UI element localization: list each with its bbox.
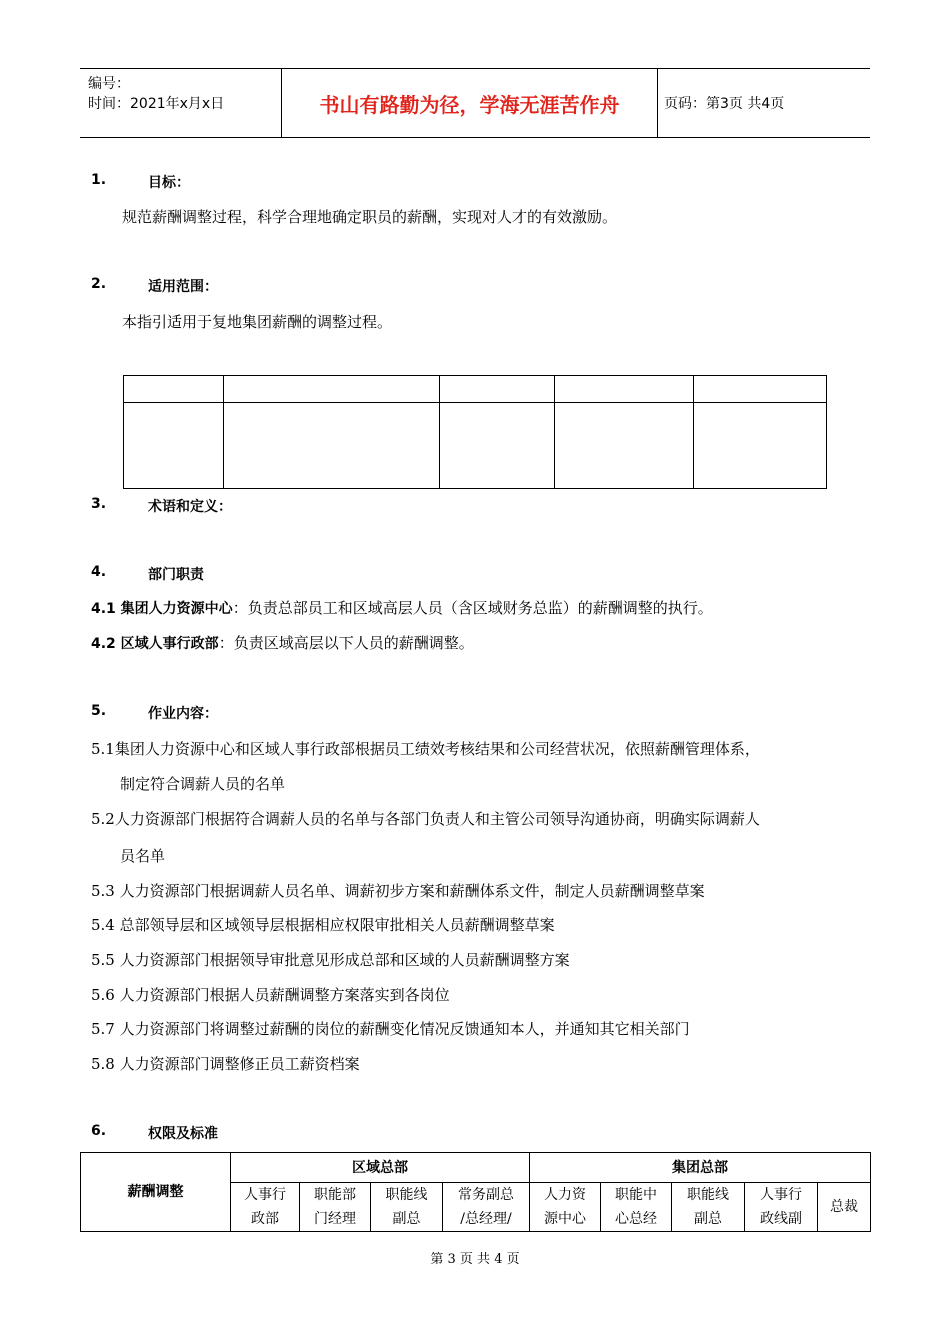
section-2-title: 适用范围： — [148, 279, 218, 295]
procedure-line: 5.1集团人力资源中心和区域人事行政部根据员工绩效考核结果和公司经营状况，依照薪酬管理体系， — [91, 740, 760, 758]
group-header-group: 集团总部 — [530, 1153, 871, 1183]
section-6-number: 6. — [91, 1123, 107, 1139]
duty-item-text: ：负责总部员工和区域高层人员（含区域财务总监）的薪酬调整的执行。 — [232, 599, 713, 617]
duty-item — [91, 632, 474, 653]
number-label: 编号： — [88, 76, 130, 92]
empty-cell — [224, 403, 440, 489]
procedure-line: 5.2人力资源部门根据符合调薪人员的名单与各部门负责人和主管公司领导沟通协商，明确实际调薪人 — [91, 810, 760, 828]
group-header-regional: 区域总部 — [231, 1153, 530, 1183]
column-header: 总裁 — [818, 1183, 871, 1232]
empty-cell — [694, 403, 827, 489]
section-6-title: 权限及标准 — [148, 1126, 218, 1142]
duty-item — [91, 597, 713, 618]
empty-cell — [440, 376, 555, 403]
empty-cell — [224, 376, 440, 403]
empty-cell — [440, 403, 555, 489]
procedure-line: 5.4 总部领导层和区域领导层根据相应权限审批相关人员薪酬调整草案 — [91, 916, 555, 934]
header-meta-cell — [80, 69, 282, 137]
date-line: 时间：2021年x月x日 — [88, 96, 225, 112]
section-4-title: 部门职责 — [148, 567, 204, 583]
page-footer: 第 3 页 共 4 页 — [430, 1252, 520, 1267]
column-header: 职能部 门经理 — [300, 1183, 371, 1232]
duty-item-label: 4.2 区域人事行政部 — [91, 636, 219, 652]
empty-cell — [124, 376, 224, 403]
empty-table — [123, 375, 827, 489]
column-header: 人事行 政部 — [231, 1183, 300, 1232]
column-header: 人力资 源中心 — [530, 1183, 601, 1232]
section-2-number: 2. — [91, 276, 107, 292]
column-header: 职能中 心总经 — [601, 1183, 672, 1232]
section-1-number: 1. — [91, 172, 107, 188]
section-5-title: 作业内容： — [148, 706, 218, 722]
section-4-number: 4. — [91, 564, 107, 580]
section-1-body: 规范薪酬调整过程，科学合理地确定职员的薪酬，实现对人才的有效激励。 — [122, 208, 618, 226]
procedure-line: 制定符合调薪人员的名单 — [120, 775, 286, 793]
empty-cell — [555, 376, 694, 403]
motto: 书山有路勤为径，学海无涯苦作舟 — [282, 69, 658, 137]
section-2-body: 本指引适用于复地集团薪酬的调整过程。 — [122, 313, 393, 331]
authority-table — [80, 1152, 871, 1232]
row-header-cell: 薪酬调整 — [81, 1153, 231, 1232]
page-code: 页码：第3页 共4页 — [664, 96, 785, 112]
procedure-line: 5.3 人力资源部门根据调薪人员名单、调薪初步方案和薪酬体系文件，制定人员薪酬调整草案 — [91, 882, 705, 900]
column-header: 人事行 政线副 — [745, 1183, 818, 1232]
empty-cell — [124, 403, 224, 489]
column-header: 职能线 副总 — [672, 1183, 745, 1232]
document-header — [80, 68, 870, 138]
duty-item-text: ：负责区域高层以下人员的薪酬调整。 — [218, 634, 474, 652]
procedure-line: 5.8 人力资源部门调整修正员工薪资档案 — [91, 1055, 360, 1073]
section-3-number: 3. — [91, 496, 107, 512]
section-3-title: 术语和定义： — [148, 499, 232, 515]
procedure-line: 5.6 人力资源部门根据人员薪酬调整方案落实到各岗位 — [91, 986, 450, 1004]
column-header: 常务副总 /总经理/ — [443, 1183, 530, 1232]
section-5-number: 5. — [91, 703, 107, 719]
duty-item-label: 4.1 集团人力资源中心 — [91, 601, 233, 617]
procedure-line: 5.5 人力资源部门根据领导审批意见形成总部和区域的人员薪酬调整方案 — [91, 951, 570, 969]
empty-cell — [694, 376, 827, 403]
procedure-line: 员名单 — [120, 847, 166, 865]
empty-cell — [555, 403, 694, 489]
column-header: 职能线 副总 — [371, 1183, 443, 1232]
section-1-title: 目标： — [148, 175, 190, 191]
procedure-line: 5.7 人力资源部门将调整过薪酬的岗位的薪酬变化情况反馈通知本人，并通知其它相关部门 — [91, 1020, 690, 1038]
